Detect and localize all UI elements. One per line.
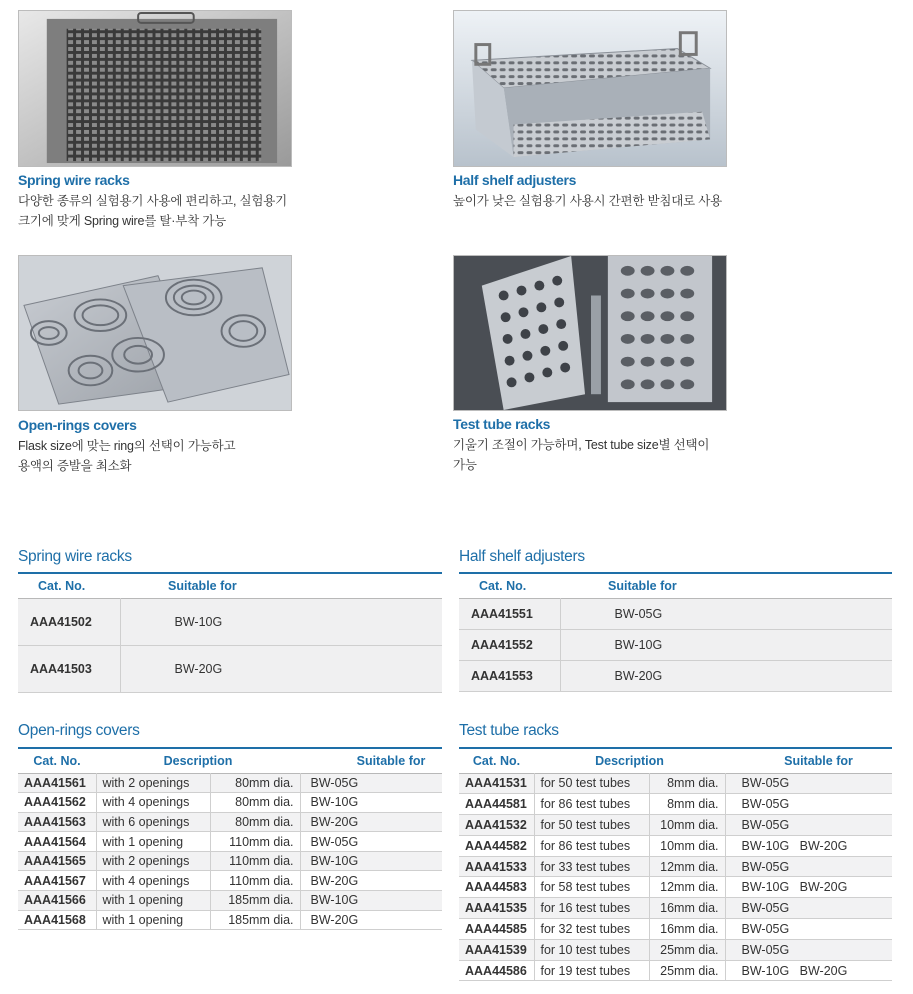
suitable-for: BW-05G (725, 794, 892, 815)
col-header-suitable: Suitable for (784, 753, 853, 768)
description: for 19 test tubes (534, 960, 649, 981)
suitable-for: BW-20G (300, 871, 442, 891)
feature-title-rings: Open-rings covers (18, 417, 137, 433)
suitable-for: BW-05G (725, 898, 892, 919)
cat-no: AAA44581 (465, 797, 527, 812)
description: with 6 openings (96, 812, 210, 832)
diameter: 12mm dia. (649, 856, 725, 877)
description: with 2 openings (96, 773, 210, 793)
cat-no: AAA41502 (30, 614, 92, 629)
spring-wire-rack-photo (18, 10, 292, 167)
col-header-suitable: Suitable for (608, 578, 677, 593)
table-row (459, 660, 892, 691)
cat-no: AAA41565 (24, 854, 86, 869)
feature-desc-spring: 다양한 종류의 실험용기 사용에 편리하고, 실험용기 크기에 맞게 Spring wire를 탈·부착 가능 (18, 194, 288, 228)
suitable-for: BW-05G (300, 773, 442, 793)
table-row (18, 645, 442, 692)
cat-no: AAA41535 (465, 901, 527, 916)
section-title-rings: Open-rings covers (18, 722, 140, 739)
diameter: 10mm dia. (649, 815, 725, 836)
table-row (18, 598, 442, 645)
suitable-for: BW-05G (725, 815, 892, 836)
cat-no: AAA41566 (24, 893, 86, 908)
suitable-for: BW-10G BW-20G (725, 877, 892, 898)
diameter: 110mm dia. (210, 851, 300, 871)
cat-no: AAA41564 (24, 834, 86, 849)
col-header-description: Description (595, 753, 664, 768)
table-row (18, 851, 442, 871)
cat-no: AAA44582 (465, 838, 527, 853)
diameter: 10mm dia. (649, 835, 725, 856)
table-row (459, 835, 892, 856)
diameter: 16mm dia. (649, 919, 725, 940)
section-title-half: Half shelf adjusters (459, 548, 585, 565)
table-row (18, 910, 442, 930)
description: with 1 opening (96, 891, 210, 911)
suitable-for: BW-20G (560, 660, 892, 691)
table-row (459, 773, 892, 794)
description: with 1 opening (96, 832, 210, 852)
description: for 86 test tubes (534, 835, 649, 856)
cat-no: AAA41568 (24, 912, 86, 927)
suitable-for: BW-20G (300, 812, 442, 832)
diameter: 110mm dia. (210, 832, 300, 852)
suitable-for: BW-10G (300, 891, 442, 911)
cat-no: AAA44585 (465, 921, 527, 936)
description: for 10 test tubes (534, 939, 649, 960)
description: for 86 test tubes (534, 794, 649, 815)
table-row (459, 815, 892, 836)
description: for 32 test tubes (534, 919, 649, 940)
description: for 16 test tubes (534, 898, 649, 919)
suitable-for: BW-10G (300, 793, 442, 813)
table-row (18, 773, 442, 793)
col-header-suitable: Suitable for (168, 578, 237, 593)
diameter: 25mm dia. (649, 960, 725, 981)
diameter: 25mm dia. (649, 939, 725, 960)
col-header-cat: Cat. No. (479, 578, 527, 593)
suitable-for: BW-05G (300, 832, 442, 852)
description: for 58 test tubes (534, 877, 649, 898)
description: with 1 opening (96, 910, 210, 930)
table-row (18, 891, 442, 911)
cat-no: AAA41532 (465, 817, 527, 832)
description: for 50 test tubes (534, 815, 649, 836)
suitable-for: BW-05G (725, 856, 892, 877)
test-tube-table (459, 747, 892, 981)
cat-no: AAA41563 (24, 814, 86, 829)
col-header-cat: Cat. No. (38, 578, 86, 593)
table-row (459, 856, 892, 877)
cat-no: AAA44586 (465, 963, 527, 978)
open-rings-table (18, 747, 442, 930)
table-row (18, 812, 442, 832)
table-row (18, 871, 442, 891)
half-shelf-table (459, 572, 892, 692)
cat-no: AAA41551 (471, 606, 533, 621)
description: for 33 test tubes (534, 856, 649, 877)
feature-desc-tube: 기울기 조절이 가능하며, Test tube size별 선택이 가능 (453, 438, 710, 472)
test-tube-rack-photo (453, 255, 727, 411)
section-title-tube: Test tube racks (459, 722, 559, 739)
suitable-for: BW-20G (120, 645, 442, 692)
col-header-cat: Cat. No. (472, 753, 521, 768)
diameter: 185mm dia. (210, 910, 300, 930)
suitable-for: BW-10G (120, 598, 442, 645)
spring-wire-table (18, 572, 442, 693)
suitable-for: BW-05G (725, 773, 892, 794)
table-row (459, 919, 892, 940)
cat-no: AAA41503 (30, 661, 92, 676)
diameter: 80mm dia. (210, 812, 300, 832)
table-row (18, 832, 442, 852)
diameter: 8mm dia. (649, 773, 725, 794)
description: with 4 openings (96, 871, 210, 891)
table-row (459, 898, 892, 919)
cat-no: AAA44583 (465, 880, 527, 895)
description: for 50 test tubes (534, 773, 649, 794)
suitable-for: BW-05G (725, 939, 892, 960)
col-header-suitable: Suitable for (356, 753, 426, 768)
col-header-cat: Cat. No. (33, 753, 81, 768)
suitable-for: BW-10G (560, 629, 892, 660)
cat-no: AAA41531 (465, 776, 527, 791)
suitable-for: BW-05G (725, 919, 892, 940)
feature-title-half: Half shelf adjusters (453, 172, 577, 188)
feature-desc-half: 높이가 낮은 실험용기 사용시 간편한 받침대로 사용 (453, 194, 723, 208)
section-title-spring: Spring wire racks (18, 548, 132, 565)
feature-desc-rings: Flask size에 맞는 ring의 선택이 가능하고 용액의 증발을 최소화 (18, 439, 236, 473)
feature-title-spring: Spring wire racks (18, 172, 130, 188)
cat-no: AAA41561 (24, 775, 86, 790)
table-row (459, 877, 892, 898)
diameter: 16mm dia. (649, 898, 725, 919)
cat-no: AAA41562 (24, 795, 86, 810)
suitable-for: BW-10G BW-20G (725, 960, 892, 981)
table-row (18, 793, 442, 813)
diameter: 8mm dia. (649, 794, 725, 815)
diameter: 110mm dia. (210, 871, 300, 891)
cat-no: AAA41552 (471, 637, 533, 652)
suitable-for: BW-10G BW-20G (725, 835, 892, 856)
diameter: 185mm dia. (210, 891, 300, 911)
suitable-for: BW-20G (300, 910, 442, 930)
diameter: 80mm dia. (210, 793, 300, 813)
description: with 4 openings (96, 793, 210, 813)
open-rings-cover-photo (18, 255, 292, 411)
cat-no: AAA41539 (465, 942, 527, 957)
diameter: 80mm dia. (210, 773, 300, 793)
diameter: 12mm dia. (649, 877, 725, 898)
suitable-for: BW-10G (300, 851, 442, 871)
table-row (459, 629, 892, 660)
feature-title-tube: Test tube racks (453, 416, 551, 432)
table-row (459, 939, 892, 960)
suitable-for: BW-05G (560, 598, 892, 629)
cat-no: AAA41567 (24, 873, 86, 888)
table-row (459, 598, 892, 629)
table-row (459, 960, 892, 981)
half-shelf-adjuster-photo (453, 10, 727, 167)
cat-no: AAA41553 (471, 668, 533, 683)
col-header-description: Description (163, 753, 233, 768)
cat-no: AAA41533 (465, 859, 527, 874)
table-row (459, 794, 892, 815)
description: with 2 openings (96, 851, 210, 871)
